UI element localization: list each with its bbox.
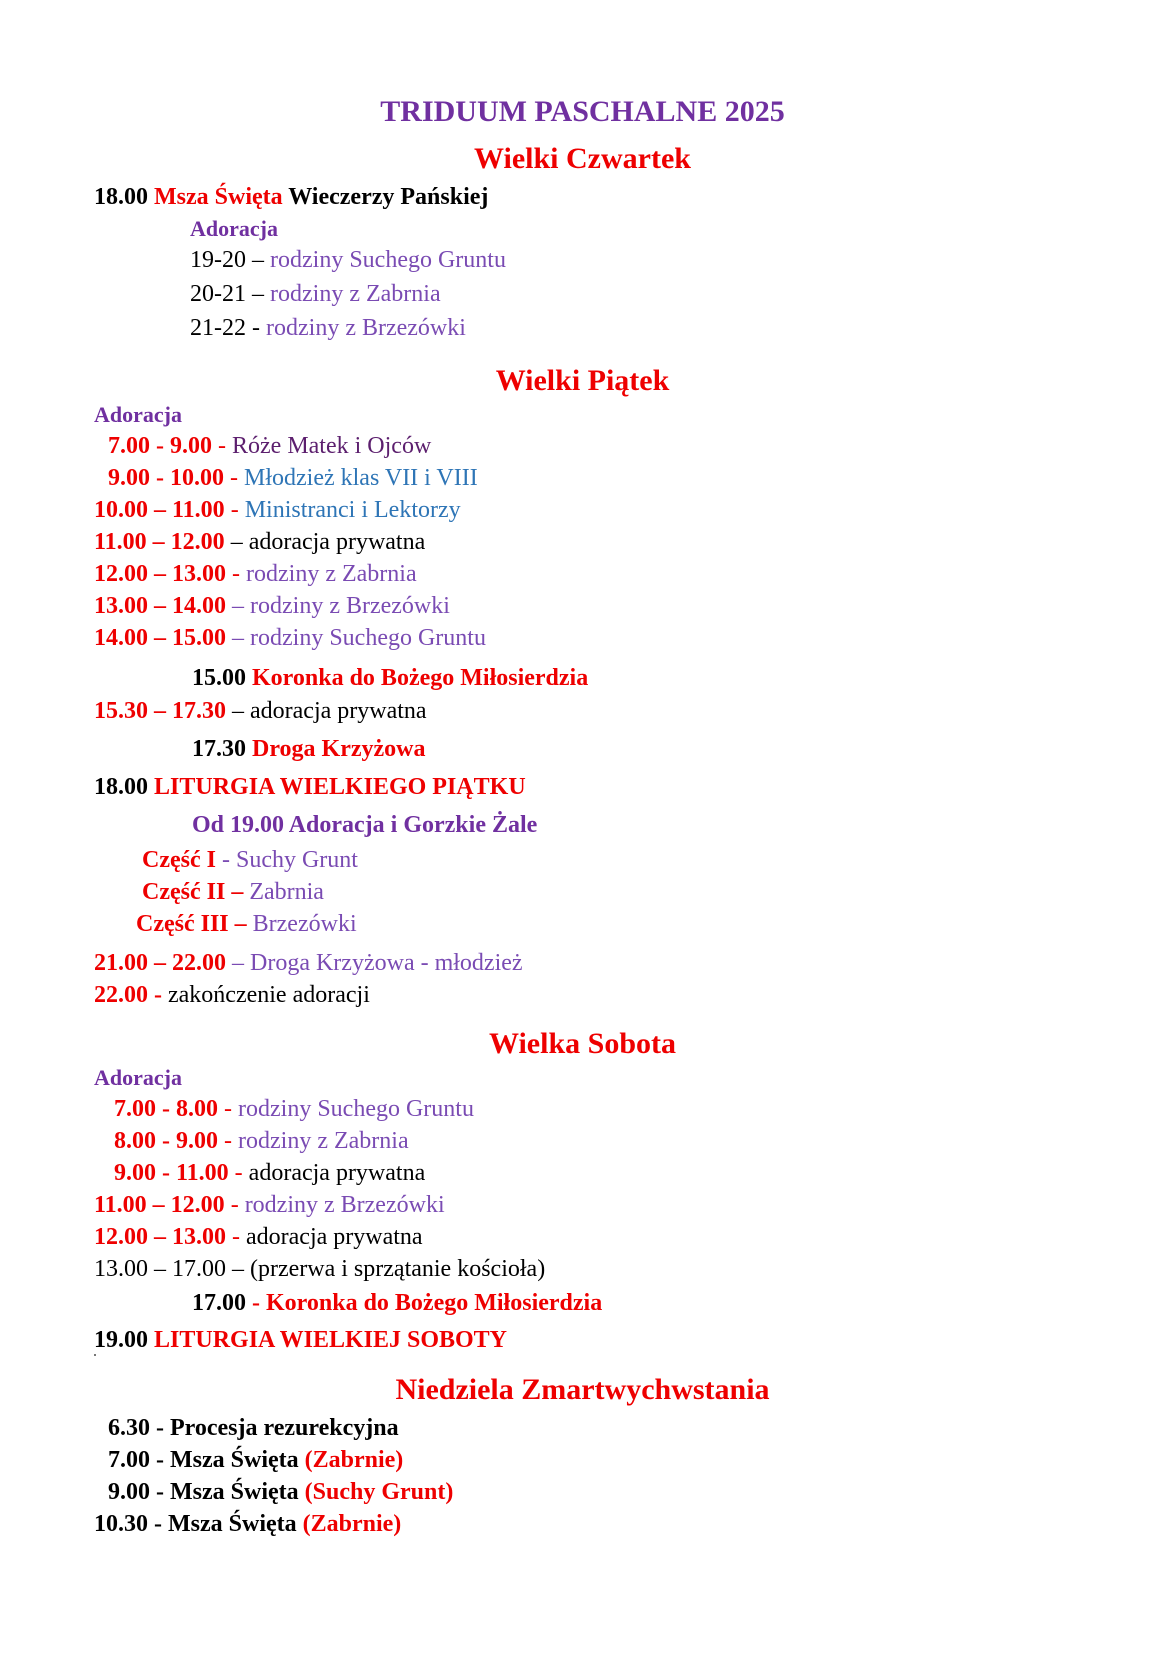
mass-label: Msza Święta — [154, 184, 283, 210]
sunday-item: 6.30 - Procesja rezurekcyjna — [108, 1415, 399, 1441]
sunday-item: 9.00 - Msza Święta (Suchy Grunt) — [108, 1479, 454, 1505]
part-row: Część III – Brzezówki — [136, 911, 357, 937]
schedule-row: 22.00 - zakończenie adoracji — [94, 982, 370, 1008]
day-heading-thursday: Wielki Czwartek — [474, 142, 691, 175]
lament-row: Od 19.00 Adoracja i Gorzkie Żale — [192, 812, 538, 838]
schedule-row: 12.00 – 13.00 - adoracja prywatna — [94, 1224, 423, 1250]
mass-time: 18.00 — [94, 184, 148, 210]
schedule-row: 7.00 - 9.00 - Róże Matek i Ojców — [108, 433, 432, 459]
day-heading-saturday: Wielka Sobota — [489, 1027, 676, 1060]
mass-desc: Wieczerzy Pańskiej — [288, 184, 489, 210]
thursday-mass — [94, 182, 488, 212]
schedule-row: 14.00 – 15.00 – rodziny Suchego Gruntu — [94, 625, 486, 651]
sunday-item: 10.30 - Msza Święta (Zabrnie) — [94, 1511, 402, 1537]
schedule-row: 13.00 – 14.00 – rodziny z Brzezówki — [94, 593, 450, 619]
schedule-row: 9.00 - 10.00 - Młodzież klas VII i VIII — [108, 465, 478, 491]
schedule-row: 11.00 – 12.00 - rodziny z Brzezówki — [94, 1192, 445, 1218]
schedule-row: 7.00 - 8.00 - rodziny Suchego Gruntu — [114, 1096, 474, 1122]
schedule-row: 9.00 - 11.00 - adoracja prywatna — [114, 1160, 426, 1186]
schedule-row: 21.00 – 22.00 – Droga Krzyżowa - młodzież — [94, 950, 523, 976]
liturgy-row: 18.00 LITURGIA WIELKIEGO PIĄTKU — [94, 774, 526, 800]
adoration-label: Adoracja — [190, 216, 278, 241]
schedule-row: 15.30 – 17.30 – adoracja prywatna — [94, 698, 427, 724]
schedule-row: 12.00 – 13.00 - rodziny z Zabrnia — [94, 561, 417, 587]
page-title: TRIDUUM PASCHALNE 2025 — [380, 95, 785, 128]
schedule-row: 19-20 – rodziny Suchego Gruntu — [190, 247, 506, 273]
part-row: Część I - Suchy Grunt — [142, 847, 358, 873]
schedule-row: 20-21 – rodziny z Zabrnia — [190, 281, 441, 307]
schedule-row: 8.00 - 9.00 - rodziny z Zabrnia — [114, 1128, 409, 1154]
part-row: Część II – Zabrnia — [142, 879, 324, 905]
break-row: 13.00 – 17.00 – (przerwa i sprzątanie kościoła) — [94, 1256, 546, 1282]
liturgy-row: 19.00 LITURGIA WIELKIEJ SOBOTY — [94, 1327, 508, 1353]
adoration-label: Adoracja — [94, 1065, 182, 1090]
stray-mark — [94, 1354, 96, 1356]
day-heading-friday: Wielki Piątek — [495, 364, 670, 397]
chaplet-row: 15.00 Koronka do Bożego Miłosierdzia — [192, 665, 589, 691]
schedule-row: 21-22 - rodziny z Brzezówki — [190, 315, 466, 341]
chaplet-row: 17.00 - Koronka do Bożego Miłosierdzia — [192, 1290, 603, 1316]
schedule-row: 11.00 – 12.00 – adoracja prywatna — [94, 529, 426, 555]
way-of-cross-row: 17.30 Droga Krzyżowa — [192, 736, 426, 762]
schedule-row: 10.00 – 11.00 - Ministranci i Lektorzy — [94, 497, 461, 523]
day-heading-sunday: Niedziela Zmartwychwstania — [395, 1373, 770, 1406]
sunday-item: 7.00 - Msza Święta (Zabrnie) — [108, 1447, 404, 1473]
adoration-label: Adoracja — [94, 402, 182, 427]
